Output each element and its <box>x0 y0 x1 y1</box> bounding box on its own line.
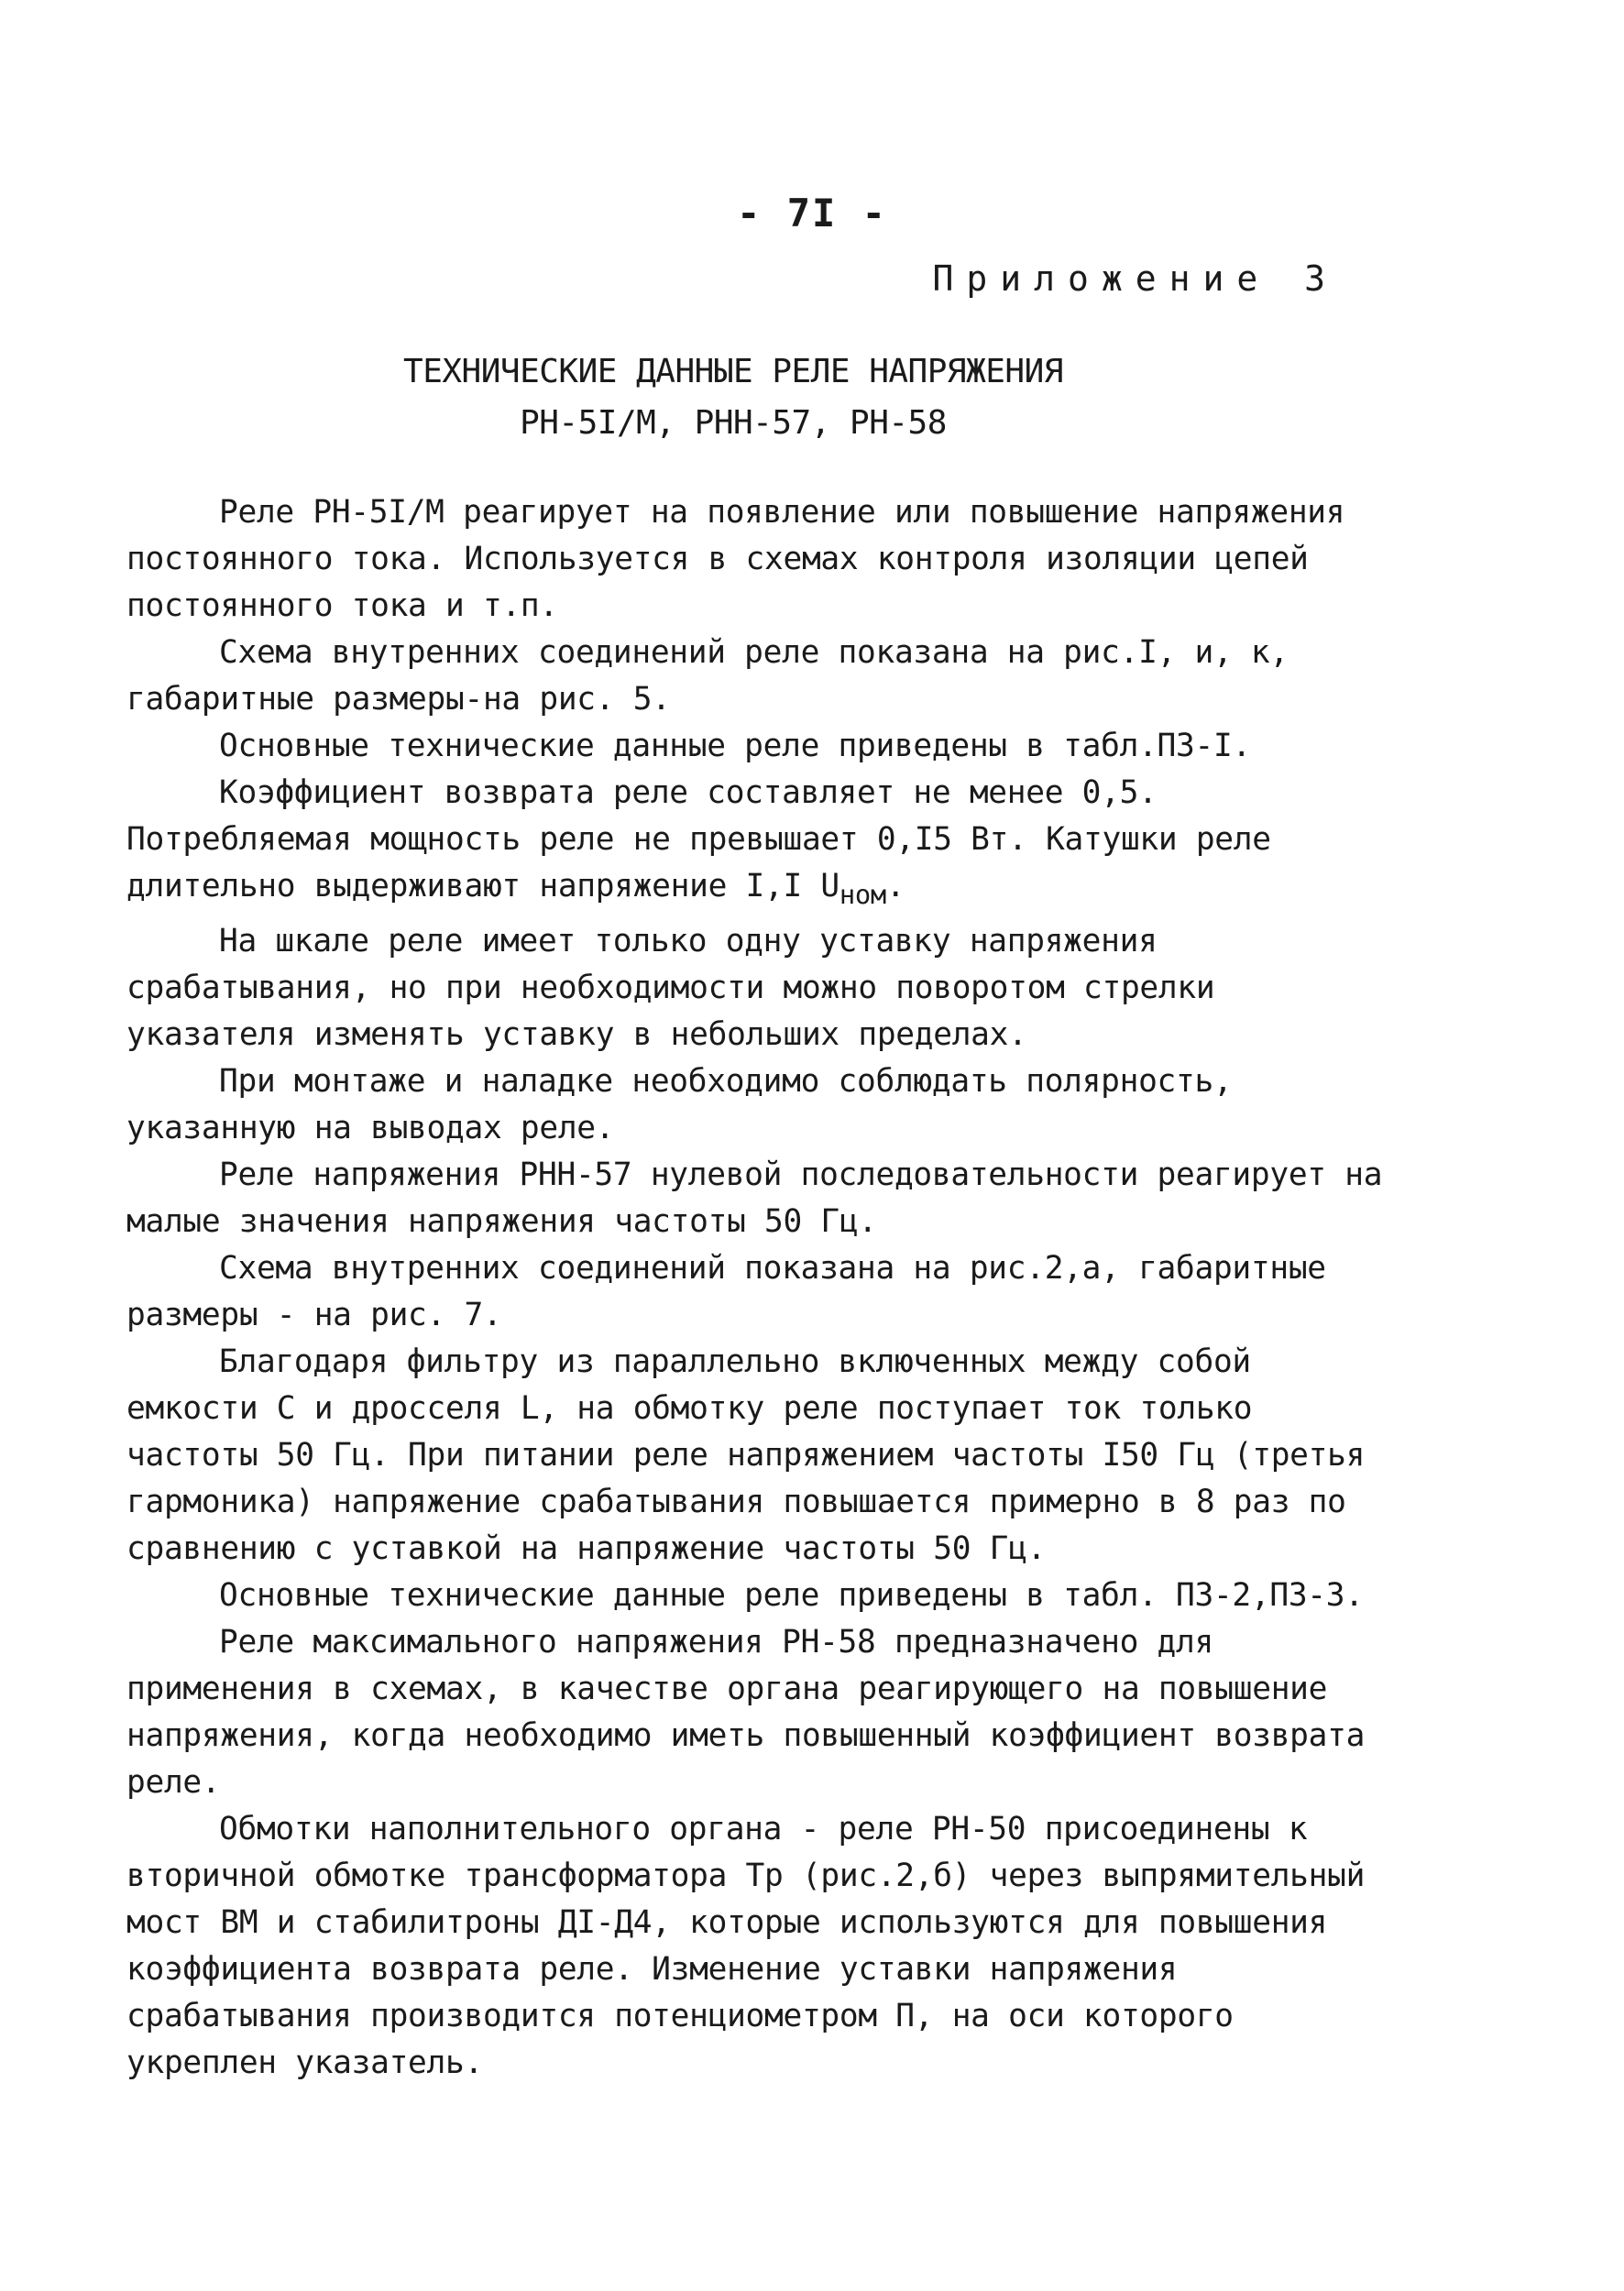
paragraph: Основные технические данные реле приведены в табл. П3-2,П3-3. <box>219 1576 1364 1614</box>
paragraph: Реле РН-5I/М реагирует на появление или повышение напряжения постоянного тока. Используется в схемах контроля изоляции цепей постоянного тока и т.п. <box>126 494 1345 624</box>
title-line-2: РН-5I/М, РНН-57, РН-58 <box>520 404 947 442</box>
body-text <box>126 489 1391 2087</box>
unom-period: . <box>885 868 905 904</box>
paragraph: Реле максимального напряжения РН-58 предназначено для применения в схемах, в качестве органа реагирующего на повышение напряжения, когда необходимо иметь повышенный коэффициент возврата реле. <box>126 1623 1366 1801</box>
paragraph: На шкале реле имеет только одну уставку напряжения срабатывания, но при необходимости можно поворотом стрелки указателя изменять уставку в небольших пределах. <box>126 922 1215 1053</box>
paragraph-text: Коэффициент возврата реле составляет не менее 0,5. Потребляемая мощность реле не превышает 0,I5 Вт. Катушки реле длительно выдерживают напряжение I,I U <box>126 774 1271 904</box>
paragraph: При монтаже и наладке необходимо соблюдать полярность, указанную на выводах реле. <box>126 1062 1233 1146</box>
paragraph: Схема внутренних соединений показана на рис.2,а, габаритные размеры - на рис. 7. <box>126 1249 1326 1333</box>
paragraph: Основные технические данные реле приведены в табл.П3-I. <box>219 728 1251 764</box>
paragraph-with-unom <box>126 770 1391 918</box>
paragraph: Благодаря фильтру из параллельно включенных между собой емкости С и дросселя L, на обмотку реле поступает ток только частоты 50 Гц. При питании реле напряжением частоты I50 Гц (третья гармоника) напряжение срабатывания повышается примерно в 8 раз по сравнению с уставкой на напряжение частоты 50 Гц. <box>126 1343 1366 1567</box>
paragraph: Схема внутренних соединений реле показана на рис.I, и, к, габаритные размеры-на рис. 5. <box>126 634 1289 718</box>
unom-subscript: ном <box>839 878 886 910</box>
page-number: - 7I - <box>737 191 887 236</box>
title-line-1: ТЕХНИЧЕСКИЕ ДАННЫЕ РЕЛЕ НАПРЯЖЕНИЯ <box>403 353 1063 390</box>
paragraph: Обмотки наполнительного органа - реле РН-50 присоединены к вторичной обмотке трансформатора Тр (рис.2,б) через выпрямительный мост ВМ и стабилитроны ДI-Д4, которые используются для повышения коэффициента возврата реле. Изменение уставки напряжения срабатывания производится потенциометром П, на оси которого укреплен указатель. <box>126 1810 1366 2081</box>
appendix-label: Приложение 3 <box>932 258 1338 299</box>
document-title <box>0 346 1466 449</box>
paragraph: Реле напряжения РНН-57 нулевой последовательности реагирует на малые значения напряжения частоты 50 Гц. <box>126 1156 1383 1240</box>
